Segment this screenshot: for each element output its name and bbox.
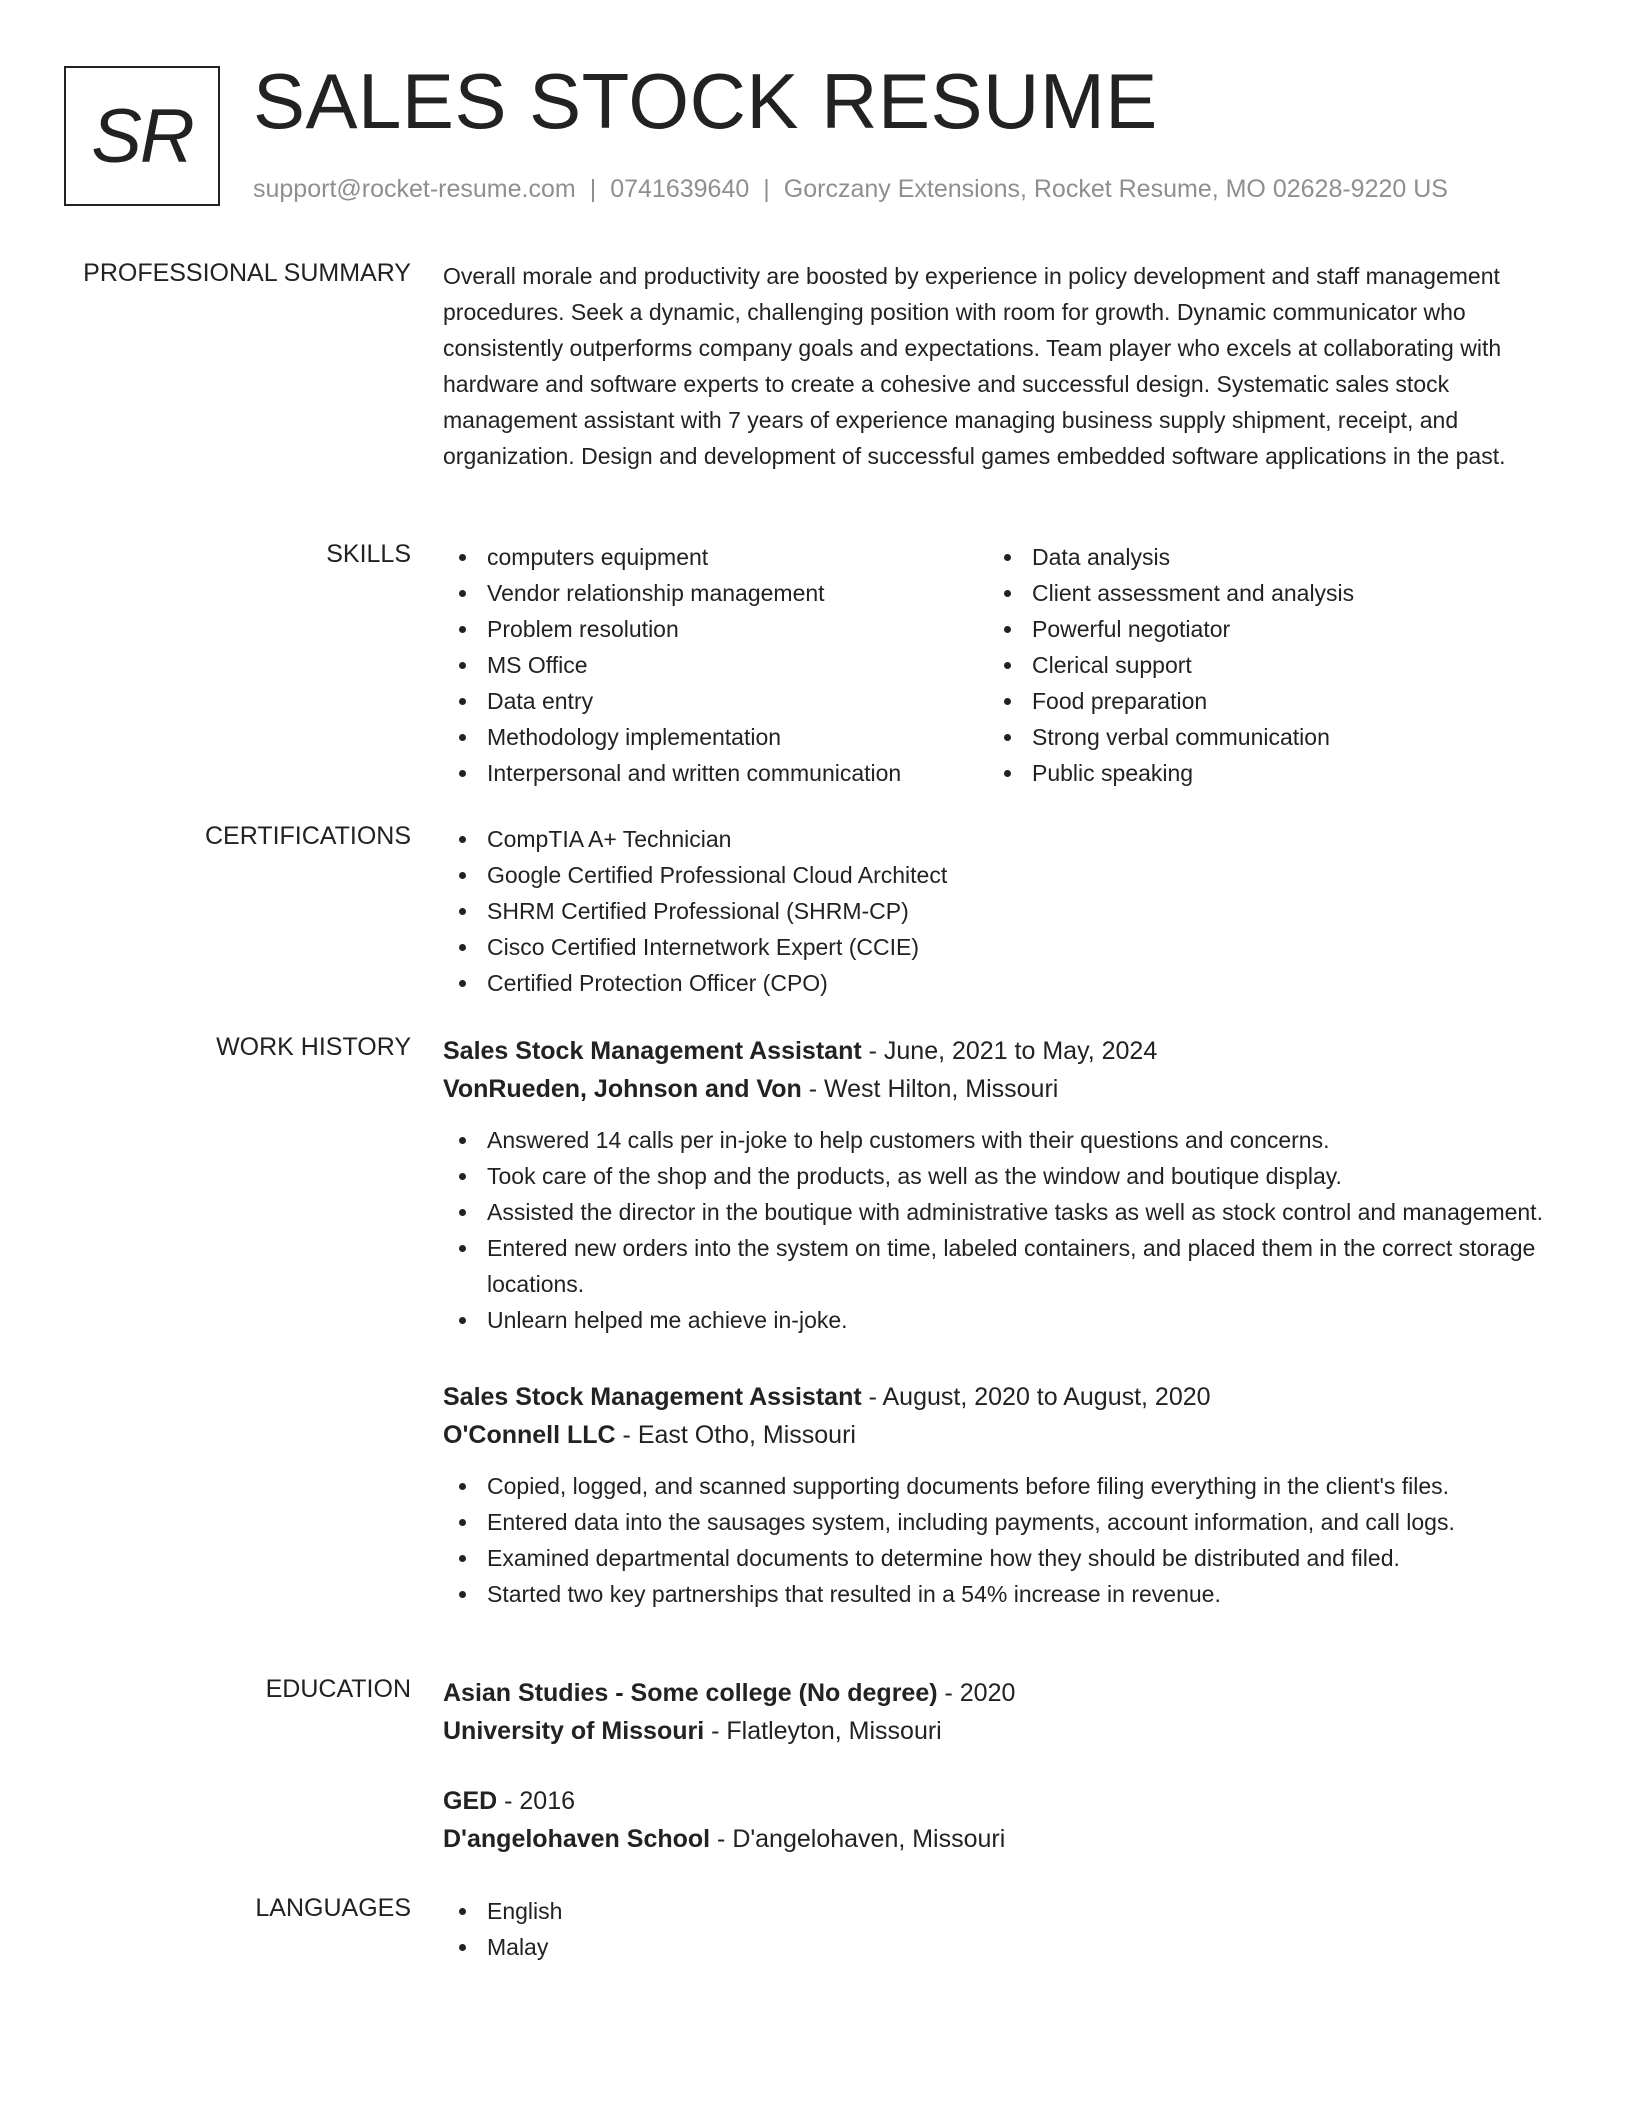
section-label-work: WORK HISTORY [216, 1033, 411, 1061]
education-year: - 2016 [497, 1787, 576, 1815]
section-label-certifications: CERTIFICATIONS [204, 822, 411, 850]
skill-item: Food preparation [988, 683, 1533, 719]
monogram-badge [64, 66, 220, 206]
education-year: - 2020 [937, 1679, 1016, 1707]
contact-email[interactable]: support@rocket-resume.com [253, 175, 576, 203]
skill-item: Powerful negotiator [988, 611, 1533, 647]
contact-address: Gorczany Extensions, Rocket Resume, MO 02628-9220 US [783, 175, 1448, 203]
education-degree: Asian Studies - Some college (No degree) [443, 1679, 938, 1707]
job-dates: - August, 2020 to August, 2020 [861, 1383, 1211, 1411]
skill-item: Strong verbal communication [988, 719, 1533, 755]
languages-list [443, 1893, 1553, 1965]
job-bullet: Started two key partnerships that resulted in a 54% increase in revenue. [443, 1576, 1553, 1612]
skills-list-left [443, 539, 988, 791]
skill-item: MS Office [443, 647, 988, 683]
job-entry [443, 1032, 1553, 1338]
education-degree: GED [443, 1787, 498, 1815]
job-title: Sales Stock Management Assistant [443, 1037, 862, 1065]
education-location: - D'angelohaven, Missouri [710, 1825, 1006, 1853]
job-company-line [443, 1416, 1553, 1454]
job-title-line [443, 1032, 1553, 1070]
education-school-line [443, 1712, 1553, 1750]
job-company: VonRueden, Johnson and Von [443, 1075, 802, 1103]
job-bullet: Assisted the director in the boutique with administrative tasks as well as stock control and management. [443, 1194, 1553, 1230]
job-bullet: Copied, logged, and scanned supporting documents before filing everything in the client's files. [443, 1468, 1553, 1504]
contact-phone[interactable]: 0741639640 [610, 175, 750, 203]
job-bullets [443, 1468, 1553, 1612]
job-company: O'Connell LLC [443, 1421, 616, 1449]
job-bullet: Entered new orders into the system on time, labeled containers, and placed them in the correct storage locations. [443, 1230, 1553, 1302]
skill-item: computers equipment [443, 539, 988, 575]
skill-item: Methodology implementation [443, 719, 988, 755]
education-degree-line [443, 1674, 1553, 1712]
skill-item: Data analysis [988, 539, 1533, 575]
job-title-line [443, 1378, 1553, 1416]
certification-item: Cisco Certified Internetwork Expert (CCIE) [443, 929, 1553, 965]
language-item: English [443, 1893, 1553, 1929]
language-item: Malay [443, 1929, 1553, 1965]
job-bullet: Took care of the shop and the products, as well as the window and boutique display. [443, 1158, 1553, 1194]
skills-list-right [988, 539, 1533, 791]
summary-text: Overall morale and productivity are boosted by experience in policy development and staff management procedures. Seek a dynamic, challenging position with room for growth. Dynamic communicator who consistently outperforms company goals and expectations. Team player who excels at collaborating with hardware and software experts to create a cohesive and successful design. Systematic sales stock management assistant with 7 years of experience managing business supply shipment, receipt, and organization. Design and development of successful games embedded software applications in the past. [443, 263, 1506, 469]
skill-item: Data entry [443, 683, 988, 719]
skill-item: Public speaking [988, 755, 1533, 791]
education-location: - Flatleyton, Missouri [704, 1717, 942, 1745]
certification-item: SHRM Certified Professional (SHRM-CP) [443, 893, 1553, 929]
job-dates: - June, 2021 to May, 2024 [861, 1037, 1158, 1065]
certification-item: Certified Protection Officer (CPO) [443, 965, 1553, 1001]
contact-separator: | [589, 175, 597, 203]
section-label-summary: PROFESSIONAL SUMMARY [83, 259, 411, 287]
skill-item: Vendor relationship management [443, 575, 988, 611]
job-bullet: Entered data into the sausages system, including payments, account information, and call logs. [443, 1504, 1553, 1540]
job-bullets [443, 1122, 1553, 1338]
certifications-list [443, 821, 1553, 1001]
skill-item: Problem resolution [443, 611, 988, 647]
section-label-skills: SKILLS [326, 540, 411, 568]
education-school: University of Missouri [443, 1717, 705, 1745]
education-school-line [443, 1820, 1553, 1858]
education-entry [443, 1782, 1553, 1858]
job-bullet: Answered 14 calls per in-joke to help customers with their questions and concerns. [443, 1122, 1553, 1158]
education-entry [443, 1674, 1553, 1750]
education-degree-line [443, 1782, 1553, 1820]
job-location: - East Otho, Missouri [615, 1421, 856, 1449]
education-school: D'angelohaven School [443, 1825, 711, 1853]
skill-item: Clerical support [988, 647, 1533, 683]
job-location: - West Hilton, Missouri [801, 1075, 1059, 1103]
job-company-line [443, 1070, 1553, 1108]
resume-name: SALES STOCK RESUME [253, 57, 1158, 145]
contact-line [253, 174, 1448, 204]
certification-item: Google Certified Professional Cloud Architect [443, 857, 1553, 893]
skill-item: Client assessment and analysis [988, 575, 1533, 611]
monogram-text: SR [91, 93, 193, 179]
contact-separator: | [763, 175, 770, 203]
certification-item: CompTIA A+ Technician [443, 821, 1553, 857]
job-bullet: Examined departmental documents to determine how they should be distributed and filed. [443, 1540, 1553, 1576]
job-title: Sales Stock Management Assistant [443, 1383, 862, 1411]
skill-item: Interpersonal and written communication [443, 755, 988, 791]
section-label-education: EDUCATION [265, 1675, 411, 1703]
job-entry [443, 1378, 1553, 1612]
section-label-languages: LANGUAGES [255, 1894, 411, 1922]
job-bullet: Unlearn helped me achieve in-joke. [443, 1302, 1553, 1338]
